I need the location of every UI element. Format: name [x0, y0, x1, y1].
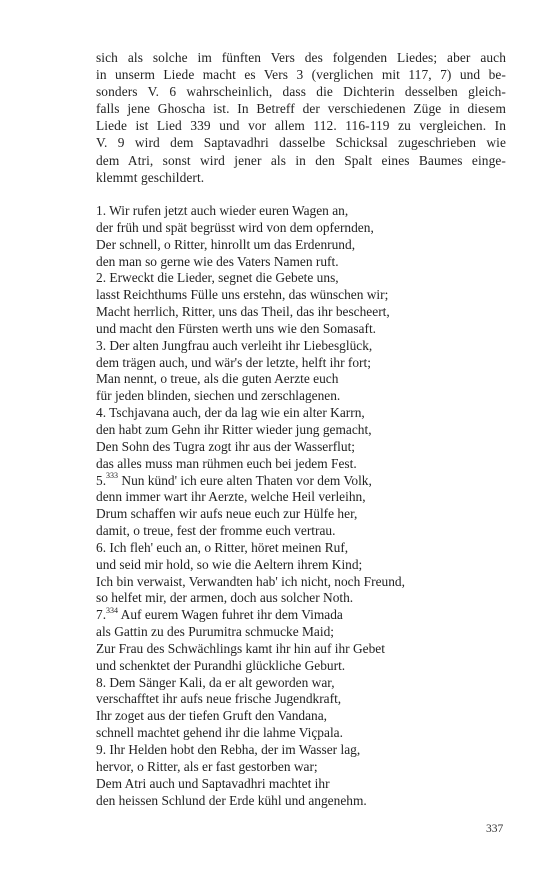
verse-line: das alles muss man rühmen euch bei jedem Fest.: [96, 455, 357, 471]
prose-line: sonders V. 6 wahrscheinlich, dass die Dichterin desselben gleich-: [96, 84, 506, 100]
prose-line: in unserm Liede macht es Vers 3 (verglichen mit 117, 7) und be-: [96, 67, 506, 83]
verse-line: dem trägen auch, und wär's der letzte, helft ihr fort;: [96, 354, 371, 370]
prose-line: klemmt geschildert.: [96, 169, 205, 185]
verse-line: lasst Reichthums Fülle uns erstehn, das wünschen wir;: [96, 287, 389, 303]
prose-line: dem Atri, sonst wird jener als in den Spalt eines Baumes einge-: [96, 152, 506, 168]
verse-line: schnell machtet gehend ihr die lahme Viçpala.: [96, 725, 343, 741]
prose-line: Liede ist Lied 339 und vor allem 112. 116-119 zu vergleichen. In: [96, 118, 506, 134]
verse-line: 9. Ihr Helden hobt den Rebha, der im Wasser lag,: [96, 742, 361, 757]
verse-line: Macht herrlich, Ritter, uns das Theil, das ihr bescheert,: [96, 304, 390, 320]
verse-line: 4. Tschjavana auch, der da lag wie ein alter Karrn,: [96, 405, 365, 421]
prose-line: falls jene Ghoscha ist. In Betreff der verschiedenen Züge in diesem: [96, 101, 506, 117]
verse-line: 1. Wir rufen jetzt auch wieder euren Wagen an,: [96, 203, 349, 218]
verse-line: Den Sohn des Tugra zogt ihr aus der Wasserflut;: [96, 438, 356, 454]
verse-text: Nun künd' ich eure alten Thaten vor dem Volk,: [118, 472, 372, 488]
verse-line: Drum schaffen wir aufs neue euch zur Hülfe her,: [96, 506, 358, 522]
hymn-verses: [96, 203, 516, 809]
footnote-marker: 333: [106, 471, 119, 481]
verse-line: hervor, o Ritter, als er fast gestorben war;: [96, 758, 318, 774]
verse-number: 7.: [96, 607, 107, 623]
verse-line: denn immer wart ihr Aerzte, welche Heil verleihn,: [96, 489, 366, 505]
verse-line: als Gattin zu des Purumitra schmucke Maid;: [96, 624, 335, 640]
footnote-marker: 334: [106, 605, 119, 615]
verse-text: Auf eurem Wagen fuhret ihr dem Vimada: [118, 607, 343, 623]
verse-line: damit, o treue, fest der fromme euch vertrau.: [96, 523, 336, 539]
verse-line: [96, 607, 516, 624]
verse-line: 8. Dem Sänger Kali, da er alt geworden war,: [96, 674, 335, 690]
verse-line: und macht den Fürsten werth uns wie den Somasaft.: [96, 320, 377, 336]
verse-line: und schenktet der Purandhi glückliche Geburt.: [96, 657, 346, 673]
verse-line: 3. Der alten Jungfrau auch verleiht ihr Liebesglück,: [96, 337, 373, 353]
verse-line: 6. Ich fleh' euch an, o Ritter, höret meinen Ruf,: [96, 539, 349, 555]
verse-line: Ihr zoget aus der tiefen Gruft den Vandana,: [96, 708, 328, 724]
verse-line: den man so gerne wie des Vaters Namen ruft.: [96, 253, 339, 269]
verse-line: den heissen Schlund der Erde kühl und angenehm.: [96, 792, 367, 808]
verse-line: und seid mir hold, so wie die Aeltern ihrem Kind;: [96, 556, 363, 572]
verse-line: Dem Atri auch und Saptavadhri machtet ihr: [96, 775, 330, 791]
verse-line: Ich bin verwaist, Verwandten hab' ich nicht, noch Freund,: [96, 573, 405, 589]
page-number: 337: [486, 823, 504, 835]
verse-line: [96, 473, 516, 490]
verse-line: für jeden blinden, siechen und zerschlagenen.: [96, 388, 341, 404]
verse-line: 2. Erweckt die Lieder, segnet die Gebete uns,: [96, 270, 339, 286]
prose-line: sich als solche im fünften Vers des folgenden Liedes; aber auch: [96, 50, 506, 65]
verse-line: Der schnell, o Ritter, hinrollt um das Erdenrund,: [96, 236, 356, 252]
verse-line: so helfet mir, der armen, doch aus solcher Noth.: [96, 590, 354, 606]
verse-line: verschafftet ihr aufs neue frische Jugendkraft,: [96, 691, 342, 707]
verse-line: der früh und spät begrüsst wird von dem opfernden,: [96, 219, 374, 235]
verse-line: Zur Frau des Schwächlings kamt ihr hin auf ihr Gebet: [96, 640, 385, 656]
commentary-paragraph: [96, 49, 506, 186]
prose-line: V. 9 wird dem Saptavadhri dasselbe Schicksal zugeschrieben wie: [96, 135, 506, 151]
verse-number: 5.: [96, 472, 107, 488]
verse-line: Man nennt, o treue, als die guten Aerzte euch: [96, 371, 339, 387]
verse-line: den habt zum Gehn ihr Ritter wieder jung gemacht,: [96, 421, 372, 437]
